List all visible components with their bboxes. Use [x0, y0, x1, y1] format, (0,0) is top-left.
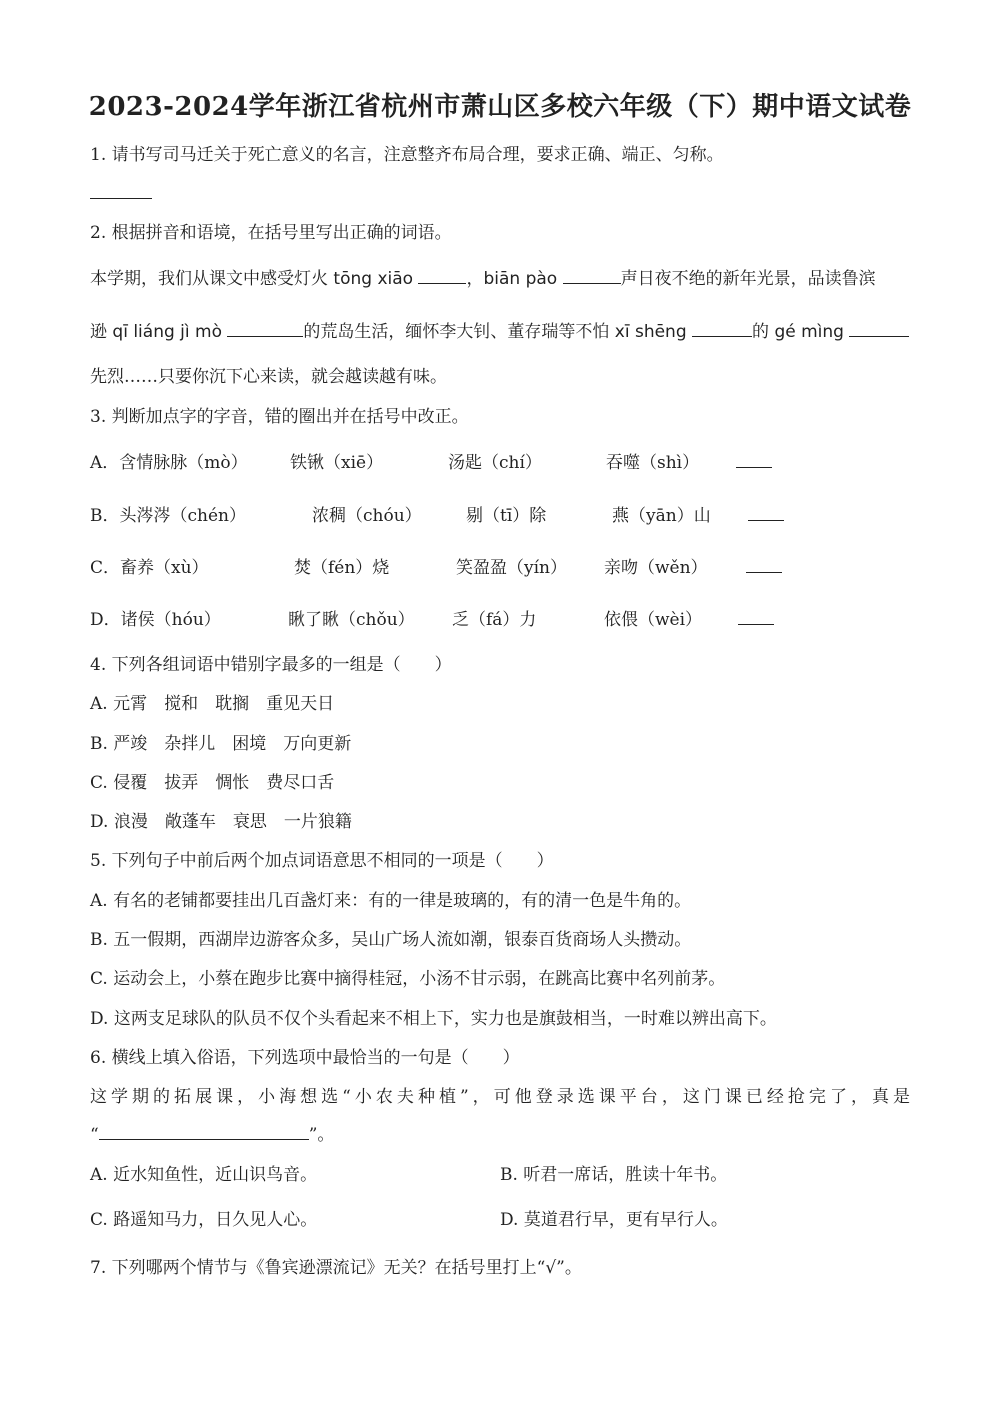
quote-mark: ”。: [308, 1125, 335, 1145]
q6-option-a: A. 近水知鱼性，近山识鸟音。: [90, 1165, 318, 1185]
q5-option-d: D. 这两支足球队的队员不仅个头看起来不相上下，实力也是旗鼓相当，一时难以辨出高下。: [90, 1009, 777, 1029]
pinyin: gé mìng: [774, 322, 844, 342]
pinyin: qī liáng jì mò: [112, 322, 222, 342]
question-6: 6. 横线上填入俗语，下列选项中最恰当的一句是（ ）: [90, 1048, 520, 1068]
q3-d-3: 乏（fá）力: [452, 610, 537, 630]
q2-line-2: [90, 317, 909, 342]
q3-b-2: 浓稠（chóu）: [312, 506, 422, 526]
pinyin: tōng xiāo: [333, 269, 414, 289]
question-3: 3. 判断加点字的字音，错的圈出并在括号中改正。: [90, 407, 469, 427]
q6-passage: 这学期的拓展课，小海想选“小农夫种植”，可他登录选课平台，这门课已经抢完了，真是: [90, 1087, 910, 1107]
fill-blank: [849, 335, 909, 337]
q3-c-3: 笑盈盈（yín）: [456, 558, 567, 578]
exam-title: 2023-2024学年浙江省杭州市萧山区多校六年级（下）期中语文试卷: [88, 92, 912, 122]
pinyin: biān pào: [483, 269, 558, 289]
fill-blank: [227, 335, 303, 337]
q2-text: 的: [752, 322, 775, 342]
q4-option-a: A. 元霄 搅和 耽搁 重见天日: [90, 694, 335, 714]
answer-blank: [736, 466, 772, 468]
q3-d-1: D．诸侯（hóu）: [90, 610, 221, 630]
answer-blank: [748, 519, 784, 521]
q2-text: ，: [466, 269, 484, 289]
q4-option-d: D. 浪漫 敞蓬车 衰思 一片狼籍: [90, 812, 352, 832]
answer-blank: [746, 571, 782, 573]
q3-a-1: A．含情脉脉（mò）: [90, 453, 248, 473]
question-4: 4. 下列各组词语中错别字最多的一组是（ ）: [90, 655, 452, 675]
q3-c-1: C．畜养（xù）: [90, 558, 209, 578]
q4-option-b: B. 严竣 杂拌儿 困境 万向更新: [90, 734, 352, 754]
fill-blank: [563, 282, 621, 284]
q2-text: 的荒岛生活，缅怀李大钊、董存瑞等不怕: [303, 322, 615, 342]
q3-c-2: 焚（fén）烧: [294, 558, 390, 578]
q6-option-b: B. 听君一席话，胜读十年书。: [500, 1165, 728, 1185]
q6-option-c: C. 路遥知马力，日久见人心。: [90, 1210, 318, 1230]
q3-b-1: B．头涔涔（chén）: [90, 506, 246, 526]
q5-option-a: A. 有名的老铺都要挂出几百盏灯来：有的一律是玻璃的，有的清一色是牛角的。: [90, 891, 692, 911]
q3-d-4: 依偎（wèi）: [604, 610, 703, 630]
q5-option-b: B. 五一假期，西湖岸边游客众多，吴山广场人流如潮，银泰百货商场人头攒动。: [90, 930, 692, 950]
q6-option-d: D. 莫道君行早，更有早行人。: [500, 1210, 728, 1230]
answer-blank: [90, 197, 152, 199]
q2-text: 本学期，我们从课文中感受灯火: [90, 269, 334, 289]
q4-option-c: C. 侵覆 拔弄 惆怅 费尽口舌: [90, 773, 335, 793]
q2-text: 逊: [90, 322, 113, 342]
fill-blank: [99, 1138, 309, 1140]
fill-blank: [418, 282, 466, 284]
q2-line-3: 先烈……只要你沉下心来读，就会越读越有味。: [90, 367, 447, 387]
q5-option-c: C. 运动会上，小蔡在跑步比赛中摘得桂冠，小汤不甘示弱，在跳高比赛中名列前茅。: [90, 969, 726, 989]
fill-blank: [692, 335, 752, 337]
q3-b-4: 燕（yān）山: [612, 506, 711, 526]
answer-blank: [738, 623, 774, 625]
q3-b-3: 剔（tī）除: [466, 506, 547, 526]
question-5: 5. 下列句子中前后两个加点词语意思不相同的一项是（ ）: [90, 851, 554, 871]
q3-a-4: 吞噬（shì）: [606, 453, 700, 473]
q3-a-2: 铁锹（xiē）: [290, 453, 384, 473]
q3-a-3: 汤匙（chí）: [448, 453, 542, 473]
quote-mark: “: [90, 1125, 99, 1145]
q3-c-4: 亲吻（wěn）: [604, 558, 708, 578]
q2-text: 声日夜不绝的新年光景，品读鲁滨: [620, 269, 876, 289]
question-7: 7. 下列哪两个情节与《鲁宾逊漂流记》无关？在括号里打上“√”。: [90, 1258, 582, 1278]
q3-d-2: 瞅了瞅（chǒu）: [288, 610, 415, 630]
pinyin: xī shēng: [614, 322, 687, 342]
q2-line-1: [90, 264, 876, 289]
q6-quote-blank: [90, 1120, 334, 1145]
question-2: 2. 根据拼音和语境，在括号里写出正确的词语。: [90, 223, 452, 243]
question-1: 1. 请书写司马迁关于死亡意义的名言，注意整齐布局合理，要求正确、端正、匀称。: [90, 145, 724, 165]
answer-line-1: [90, 184, 152, 204]
